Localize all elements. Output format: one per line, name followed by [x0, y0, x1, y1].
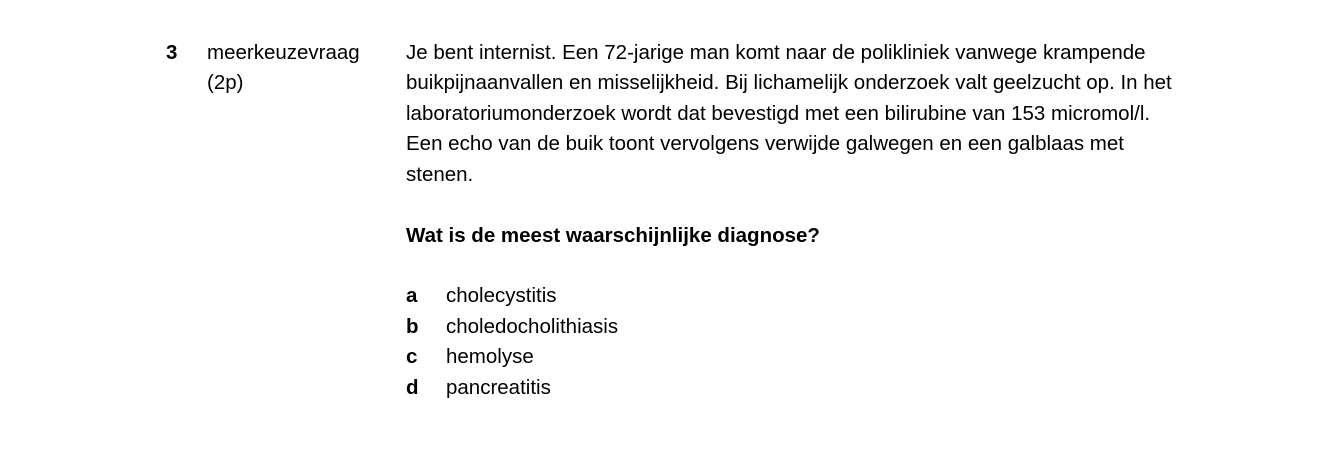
question-type: meerkeuzevraag: [207, 41, 360, 64]
answer-option-letter: d: [406, 375, 419, 399]
answer-option-text: hemolyse: [446, 345, 534, 369]
question-number: 3: [166, 41, 178, 64]
question-stem-line: Een echo van de buik toont vervolgens verwijde galwegen en een galblaas met: [406, 132, 1124, 156]
answer-option-b: [406, 312, 1226, 342]
question-points: (2p): [207, 71, 244, 95]
answer-option-text: choledocholithiasis: [446, 314, 619, 338]
answer-option-letter: b: [406, 314, 419, 338]
answer-option-d: [406, 373, 1226, 403]
answer-option-a: [406, 281, 1226, 311]
answer-option-text: pancreatitis: [446, 375, 551, 399]
question-prompt: Wat is de meest waarschijnlijke diagnose?: [406, 224, 820, 248]
question-stem-line: stenen.: [406, 162, 474, 186]
answer-option-c: [406, 342, 1226, 372]
question-body: [406, 38, 1226, 403]
answer-options: [406, 281, 1226, 403]
answer-option-letter: a: [406, 284, 418, 308]
answer-option-letter: c: [406, 345, 418, 369]
question-stem: [406, 38, 1226, 190]
question-stem-line: buikpijnaanvallen en misselijkheid. Bij lichamelijk onderzoek valt geelzucht op. In het: [406, 71, 1172, 95]
question-stem-line: laboratoriumonderzoek wordt dat bevestigd met een bilirubine van 153 micromol/l.: [406, 101, 1151, 125]
answer-option-text: cholecystitis: [446, 284, 557, 308]
question-stem-line: Je bent internist. Een 72-jarige man komt naar de polikliniek vanwege krampende: [406, 41, 1146, 64]
